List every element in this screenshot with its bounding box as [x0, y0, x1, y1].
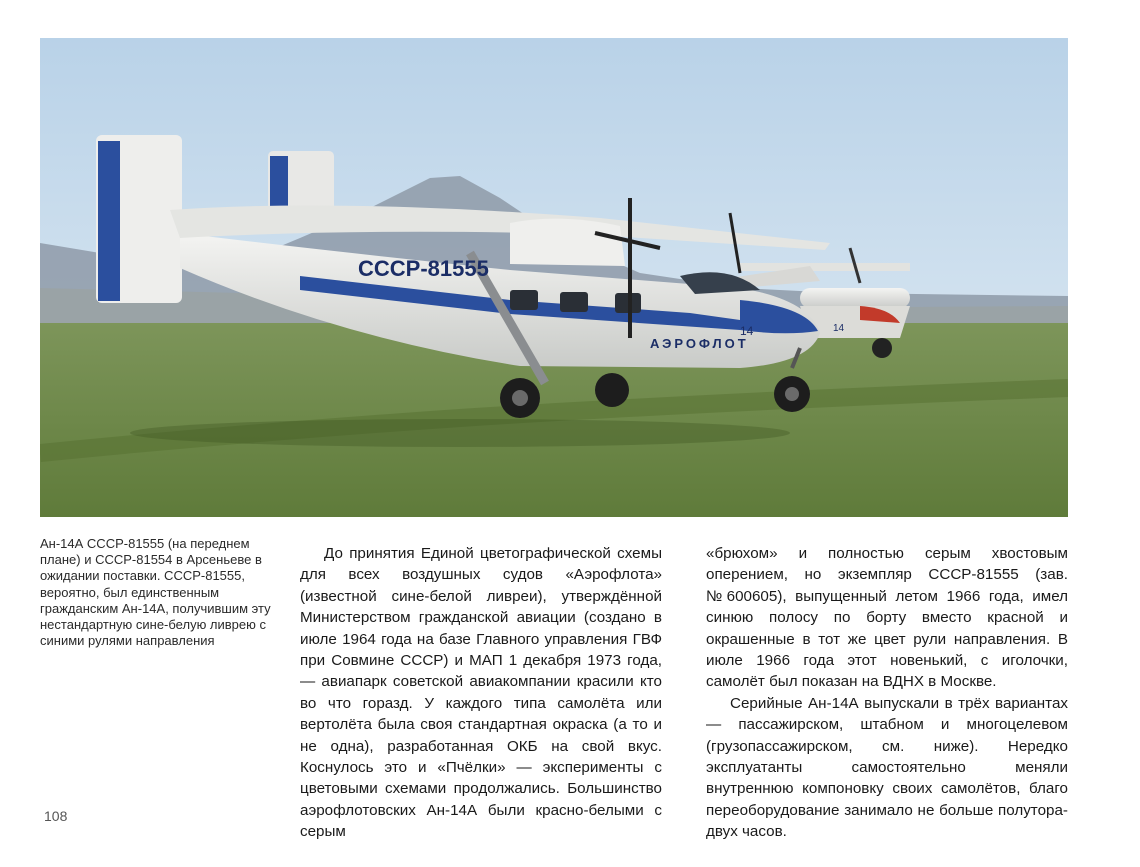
paragraph: До принятия Единой цветографической схемы для всех воздушных судов «Аэрофлота» (известной сине-белой ливреи), утверждённой Министерством гражданской авиации (создано в июле 1964 года на базе Главного управления ГВФ при Совмине СССР) и МАП 1 декабря 1973 года, — авиапарк советской авиакомпании красили кто во что горазд. У каждого типа самолёта или вертолёта была своя стандартная окраска (а то и не одна), разработанная ОКБ на свой вкус. Коснулось это и «Пчёлки» — эксперименты с цветовыми схемами продолжались. Большинство аэрофлотовских Ан-14А были красно-белыми с серым — [300, 545, 662, 841]
fleet-number: 14 — [740, 324, 754, 338]
paragraph: «брюхом» и полностью серым хвостовым оперением, но экземпляр СССР-81555 (зав. №600605), выпущенный летом 1966 года, имел синюю полосу по борту вместо красной и окрашенные в тот же цвет рули направления. В июле 1966 года этот новенький, с иголочки, самолёт был показан на ВДНХ в Москве. — [706, 545, 1068, 691]
text-column-1 — [300, 543, 662, 843]
registration-marking: СССР-81555 — [358, 256, 489, 281]
paragraph: Серийные Ан-14А выпускали в трёх вариантах — пассажирском, штабном и многоцелевом (грузопассажирском, см. ниже). Нередко эксплуатанты самостоятельно меняли внутреннюю компоновку своих самолётов, благо переоборудование занимало не больше полутора-двух часов. — [706, 694, 1068, 841]
fleet-number-bg: 14 — [833, 323, 845, 334]
text-column-2 — [706, 543, 1068, 843]
aeroflot-titles: АЭРОФЛОТ — [650, 336, 749, 351]
photo-caption: Ан-14А СССР-81555 (на переднем плане) и СССР-81554 в Арсеньеве в ожидании поставки. СССР-81555, вероятно, был единственным гражданским Ан-14А, получившим эту нестандартную сине-белую ливрею с синими рулями направления — [40, 536, 271, 649]
aircraft-photo — [40, 38, 1068, 517]
photo-illustration — [40, 38, 1068, 517]
page-number: 108 — [44, 808, 68, 824]
